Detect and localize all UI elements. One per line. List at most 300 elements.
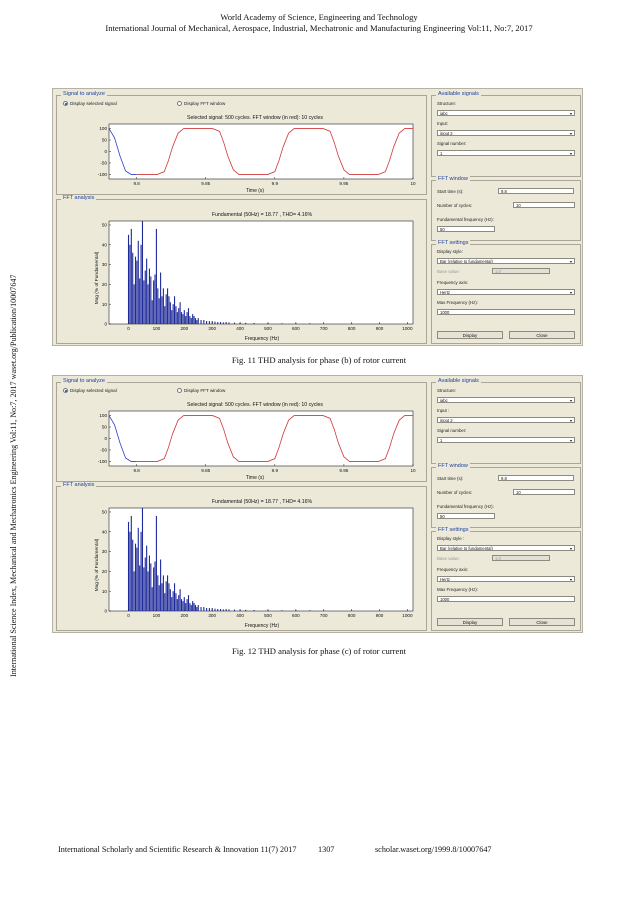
max-frequency-label: Max Frequency (Hz): [437,300,478,305]
x-tick-label: 800 [347,613,356,618]
fft-window-panel [431,176,581,241]
fft-bar [253,323,254,324]
radio-label: Display selected signal [70,101,117,106]
fft-bar [200,320,201,324]
fft-bar [180,302,181,324]
x-tick-label: 9.8 [133,468,140,473]
fundamental-frequency-input[interactable]: 50 [437,513,495,519]
x-tick-label: 600 [292,613,300,618]
y-tick-label: 30 [101,549,107,555]
journal-publisher: World Academy of Science, Engineering and Technology [220,12,418,22]
fft-bar [153,567,154,611]
fft-settings-panel [431,527,581,631]
footer-page-number: 1307 [318,845,335,854]
y-tick-label: 20 [101,568,107,574]
x-tick-label: 9.85 [201,181,211,186]
y-tick-label: -50 [100,160,107,166]
x-tick-label: 500 [264,326,272,331]
radio-label: Display FFT window [184,101,226,106]
fft-plot-xlabel: Frequency (Hz) [244,336,280,342]
frequency-axis-label: Frequency axis: [437,280,468,285]
fft-bar [160,560,161,612]
signal-panel-title: Signal to analyze [63,378,105,384]
structure-value: iabc [440,111,448,116]
y-tick-label: 0 [104,436,107,442]
fft-bar [139,278,140,324]
fft-bar [245,610,246,611]
fft-bar [161,296,162,324]
fft-bar [150,563,151,611]
y-tick-label: -100 [97,459,107,465]
fft-bar [138,528,139,611]
display-style-select[interactable] [437,545,575,551]
signal-number-label: Signal number: [437,141,467,146]
figure-12-caption: Fig. 12 THD analysis for phase (c) of rotor current [231,646,407,656]
x-tick-label: 700 [319,326,328,331]
fft-bar [192,314,193,324]
start-time-label: Start time (s): [437,189,464,194]
fft-bar [168,583,169,611]
y-tick-label: 40 [101,529,107,535]
fft-bar [145,558,146,611]
fft-bar [185,603,186,611]
time-plot-xlabel: Time (s) [245,188,265,194]
x-tick-label: 0 [127,613,130,618]
fft-bar [129,245,130,324]
fft-bar [160,273,161,325]
structure-label: Structure: [437,101,457,106]
x-tick-label: 1000 [402,613,413,618]
fft-bar [159,298,160,324]
x-tick-label: 9.85 [201,468,211,473]
fft-bar [164,306,165,324]
input-label: Input: [437,121,448,126]
x-tick-label: 400 [236,613,244,618]
fft-bar [182,601,183,611]
fft-bar [136,548,137,611]
fft-bar [281,610,282,611]
dropdown-arrow-icon: ▼ [569,131,573,136]
fft-bar [281,323,282,324]
fft-bar [161,583,162,611]
fft-bar [194,603,195,611]
fft-bar [223,322,224,324]
y-tick-label: 50 [101,424,107,430]
close-button[interactable]: Close [509,618,575,626]
fft-bar [153,280,154,324]
max-frequency-input[interactable]: 1000 [437,596,575,602]
fft-bar [187,312,188,324]
fft-bar [164,593,165,611]
fft-plot-ylabel: Mag (% of Fundamental) [95,538,100,592]
footer-doi: scholar.waset.org/1999.8/10007647 [375,845,492,854]
fft-bar [175,306,176,324]
y-tick-label: 10 [101,588,107,594]
display-style-value: Bar (relative to fundamental) [440,259,493,264]
y-tick-label: -100 [97,172,107,178]
fft-bar [220,322,221,324]
time-plot-area [109,124,413,179]
fft-bar [234,323,235,324]
y-tick-label: 100 [99,413,107,419]
fft-bar [184,597,185,611]
y-tick-label: 100 [99,126,107,132]
fft-plot-ylabel: Mag (% of Fundamental) [95,251,100,305]
fft-bar [177,599,178,611]
display-style-select[interactable] [437,258,575,264]
fft-bar [226,609,227,611]
fft-bar [166,581,167,611]
fft-bar [195,605,196,611]
fft-bar [253,610,254,611]
fft-bar [191,318,192,324]
x-tick-label: 9.8 [133,181,140,186]
fft-bar [175,593,176,611]
fft-bar [142,221,143,324]
fft-bar [228,322,229,324]
x-tick-label: 1000 [402,326,413,331]
fundamental-frequency-label: Fundamental frequency (Hz): [437,504,494,509]
fft-bar [220,609,221,611]
y-tick-label: 20 [101,281,107,287]
fft-bar [132,540,133,611]
fft-bar [178,308,179,324]
fft-bar [146,546,147,611]
frequency-axis-value: Hertz [440,577,451,582]
start-time-label: Start time (s): [437,476,464,481]
close-button[interactable]: Close [509,331,575,339]
cycles-label: Number of cycles: [437,490,473,495]
fft-bar [138,241,139,324]
fft-window-title: FFT window [438,176,468,182]
y-tick-label: 50 [101,222,107,228]
fft-bar [223,609,224,611]
y-tick-label: 0 [104,608,107,614]
structure-value: iabc [440,398,448,403]
display-button[interactable]: Display [437,331,503,339]
x-tick-label: 100 [152,613,161,618]
fft-spectrum-plot [57,200,428,345]
x-tick-label: 100 [152,326,161,331]
radio-label: Display FFT window [184,388,226,393]
display-style-value: Bar (relative to fundamental) [440,546,493,551]
x-tick-label: 9.95 [339,181,349,186]
fft-bar [170,589,171,611]
fft-bar [131,229,132,324]
fft-panel-title: FFT analysis [63,482,95,488]
fft-bar [174,296,175,324]
fft-bar [163,288,164,324]
x-tick-label: 10 [410,468,416,473]
fft-bar [184,310,185,324]
fft-bar [200,607,201,611]
fft-bar [309,323,310,324]
figure-11-caption: Fig. 11 THD analysis for phase (b) of rotor current [231,355,407,365]
fft-bar [178,595,179,611]
x-tick-label: 900 [375,326,384,331]
structure-label: Structure: [437,388,457,393]
y-tick-label: -50 [100,447,107,453]
fft-spectrum-plot [57,487,428,632]
fft-bar [154,274,155,324]
signal-number-value: 1 [440,151,443,156]
fft-bar [187,599,188,611]
fft-bar [214,322,215,324]
fft-analysis-panel [56,195,427,344]
display-style-label: Display style : [437,536,465,541]
fft-bar [156,516,157,611]
x-tick-label: 500 [264,613,272,618]
input-value: input 2 [440,131,453,136]
input-select[interactable] [437,130,575,136]
fft-bar [177,312,178,324]
fft-bar [194,316,195,324]
fft-bar [217,609,218,611]
fft-bar [135,257,136,324]
available-signals-panel [431,91,581,177]
fft-bar [173,591,174,611]
fft-bar [129,532,130,611]
fft-bar [206,321,207,324]
fft-bar [152,300,153,324]
time-plot-xlabel: Time (s) [245,475,265,481]
radio-label: Display selected signal [70,388,117,393]
signal-number-select[interactable] [437,437,575,443]
fft-bar [171,310,172,324]
fft-bar [154,561,155,611]
fft-bar [188,595,189,611]
fft-bar [150,276,151,324]
journal-title: International Journal of Mechanical, Aerospace, Industrial, Mechatronic and Manufacturing Engineering Vol:11, No:7, 2017 [105,23,533,33]
fft-bar [142,508,143,611]
fft-bar [152,587,153,611]
fft-bar [131,516,132,611]
base-value-label: Base value: [437,556,460,561]
fft-bar [214,609,215,611]
dropdown-arrow-icon: ▼ [569,111,573,116]
fft-analysis-panel [56,482,427,631]
fft-bar [134,284,135,324]
x-tick-label: 10 [410,181,416,186]
time-plot-title: Selected signal: 500 cycles. FFT window (in red): 10 cycles [187,115,323,121]
x-tick-label: 300 [208,613,217,618]
fft-bar [226,322,227,324]
time-plot-area [109,411,413,466]
fft-bar [143,280,144,324]
fft-settings-panel [431,240,581,344]
fft-bar [171,597,172,611]
fft-bar [196,320,197,324]
fft-bar [134,571,135,611]
structure-select[interactable] [437,110,575,116]
cycles-input[interactable]: 10 [513,202,575,208]
frequency-axis-value: Hertz [440,290,451,295]
fft-panel-title: FFT analysis [63,195,95,201]
fft-bar [206,608,207,611]
fft-settings-title: FFT settings [438,527,469,533]
signal-number-label: Signal number: [437,428,467,433]
y-tick-label: 30 [101,262,107,268]
dropdown-arrow-icon: ▼ [569,577,573,582]
footer-publisher: International Scholarly and Scientific Research & Innovation 11(7) 2017 [58,845,297,854]
x-tick-label: 0 [127,326,130,331]
fft-bar [157,575,158,611]
fft-bar [228,609,229,611]
fft-bar [145,271,146,324]
x-tick-label: 600 [292,326,300,331]
base-value-input: 1.0 [492,268,550,274]
available-signals-panel [431,378,581,464]
dropdown-arrow-icon: ▼ [569,290,573,295]
y-tick-label: 50 [101,137,107,143]
dropdown-arrow-icon: ▼ [569,151,573,156]
input-select[interactable] [437,417,575,423]
time-plot-title: Selected signal: 500 cycles. FFT window (in red): 10 cycles [187,402,323,408]
fft-bar [185,316,186,324]
fft-bar [309,610,310,611]
time-signal-plot [57,383,428,483]
fft-bar [209,321,210,324]
x-tick-label: 9.95 [339,468,349,473]
x-tick-label: 200 [180,613,189,618]
x-tick-label: 9.9 [271,468,279,473]
fft-bar [141,532,142,611]
fft-bar [234,610,235,611]
fft-bar [157,288,158,324]
fft-bar [156,229,157,324]
fft-bar [182,314,183,324]
y-tick-label: 50 [101,509,107,515]
side-index-text: International Science Index, Mechanical and Mechatronics Engineering Vol:11, No:7, 2017 waset.org/Publication/10007647 [9,274,18,677]
time-signal-plot [57,96,428,196]
fft-bar [128,235,129,324]
dropdown-arrow-icon: ▼ [569,259,573,264]
fft-settings-title: FFT settings [438,240,469,246]
y-tick-label: 0 [104,321,107,327]
signal-number-value: 1 [440,438,443,443]
dropdown-arrow-icon: ▼ [569,546,573,551]
y-tick-label: 10 [101,301,107,307]
fft-bar [128,522,129,611]
frequency-axis-label: Frequency axis: [437,567,468,572]
fft-bar [217,322,218,324]
dropdown-arrow-icon: ▼ [569,398,573,403]
fft-bar [136,261,137,324]
fft-bar [149,269,150,324]
fft-bar [209,608,210,611]
x-tick-label: 200 [180,326,189,331]
figure-11-fft-tool [52,88,583,346]
available-signals-title: Available signals [438,378,479,384]
input-label: Input : [437,408,450,413]
available-signals-title: Available signals [438,91,479,97]
frequency-axis-select[interactable] [437,289,575,295]
signal-panel-title: Signal to analyze [63,91,105,97]
x-tick-label: 300 [208,326,217,331]
fundamental-frequency-label: Fundamental frequency (Hz): [437,217,494,222]
x-tick-label: 400 [236,326,244,331]
fft-bar [149,556,150,611]
fft-bar [203,607,204,611]
fft-bar [143,567,144,611]
max-frequency-label: Max Frequency (Hz): [437,587,478,592]
start-time-input[interactable]: 9.8 [498,188,574,194]
fft-bar [168,296,169,324]
signal-to-analyze-panel [56,378,427,482]
fft-bar [174,583,175,611]
fft-bar [181,312,182,324]
fft-bar [132,253,133,324]
fft-bar [203,320,204,324]
fft-bar [191,605,192,611]
fft-bar [163,575,164,611]
fft-bar [189,603,190,611]
fft-window-title: FFT window [438,463,468,469]
signal-number-select[interactable] [437,150,575,156]
fft-plot-title: Fundamental (50Hz) = 18.77 , THD= 4.16% [211,499,313,505]
fft-bar [135,544,136,611]
fft-bar [166,294,167,324]
cycles-label: Number of cycles: [437,203,473,208]
fft-bar [167,575,168,611]
fft-bar [170,302,171,324]
base-value-input: 1.0 [492,555,550,561]
y-tick-label: 0 [104,149,107,155]
x-tick-label: 700 [319,613,328,618]
frequency-axis-select[interactable] [437,576,575,582]
max-frequency-input[interactable]: 1000 [437,309,575,315]
fundamental-frequency-input[interactable]: 50 [437,226,495,232]
fft-bar [173,304,174,324]
display-style-label: Display style: [437,249,463,254]
fft-bar [181,599,182,611]
figure-12-fft-tool [52,375,583,633]
dropdown-arrow-icon: ▼ [569,418,573,423]
x-tick-label: 9.9 [271,181,279,186]
fft-bar [198,605,199,611]
fft-window-panel [431,463,581,528]
fft-bar [148,571,149,611]
start-time-input[interactable]: 9.8 [498,475,574,481]
fft-bar [180,589,181,611]
cycles-input[interactable]: 10 [513,489,575,495]
fft-bar [139,565,140,611]
fft-bar [141,245,142,324]
fft-bar [148,284,149,324]
fft-plot-title: Fundamental (50Hz) = 18.77 , THD= 4.16% [211,212,313,218]
fft-bar [195,318,196,324]
input-value: input 2 [440,418,453,423]
x-tick-label: 800 [347,326,356,331]
signal-to-analyze-panel [56,91,427,195]
fft-plot-xlabel: Frequency (Hz) [244,623,280,629]
fft-bar [167,288,168,324]
x-tick-label: 900 [375,613,384,618]
fft-bar [188,308,189,324]
display-button[interactable]: Display [437,618,503,626]
y-tick-label: 40 [101,242,107,248]
fft-bar [245,323,246,324]
fft-bar [196,607,197,611]
fft-bar [159,585,160,611]
base-value-label: Base value: [437,269,460,274]
fft-bar [192,601,193,611]
fft-bar [189,316,190,324]
structure-select[interactable] [437,397,575,403]
fft-bar [198,318,199,324]
fft-bar [146,259,147,324]
dropdown-arrow-icon: ▼ [569,438,573,443]
